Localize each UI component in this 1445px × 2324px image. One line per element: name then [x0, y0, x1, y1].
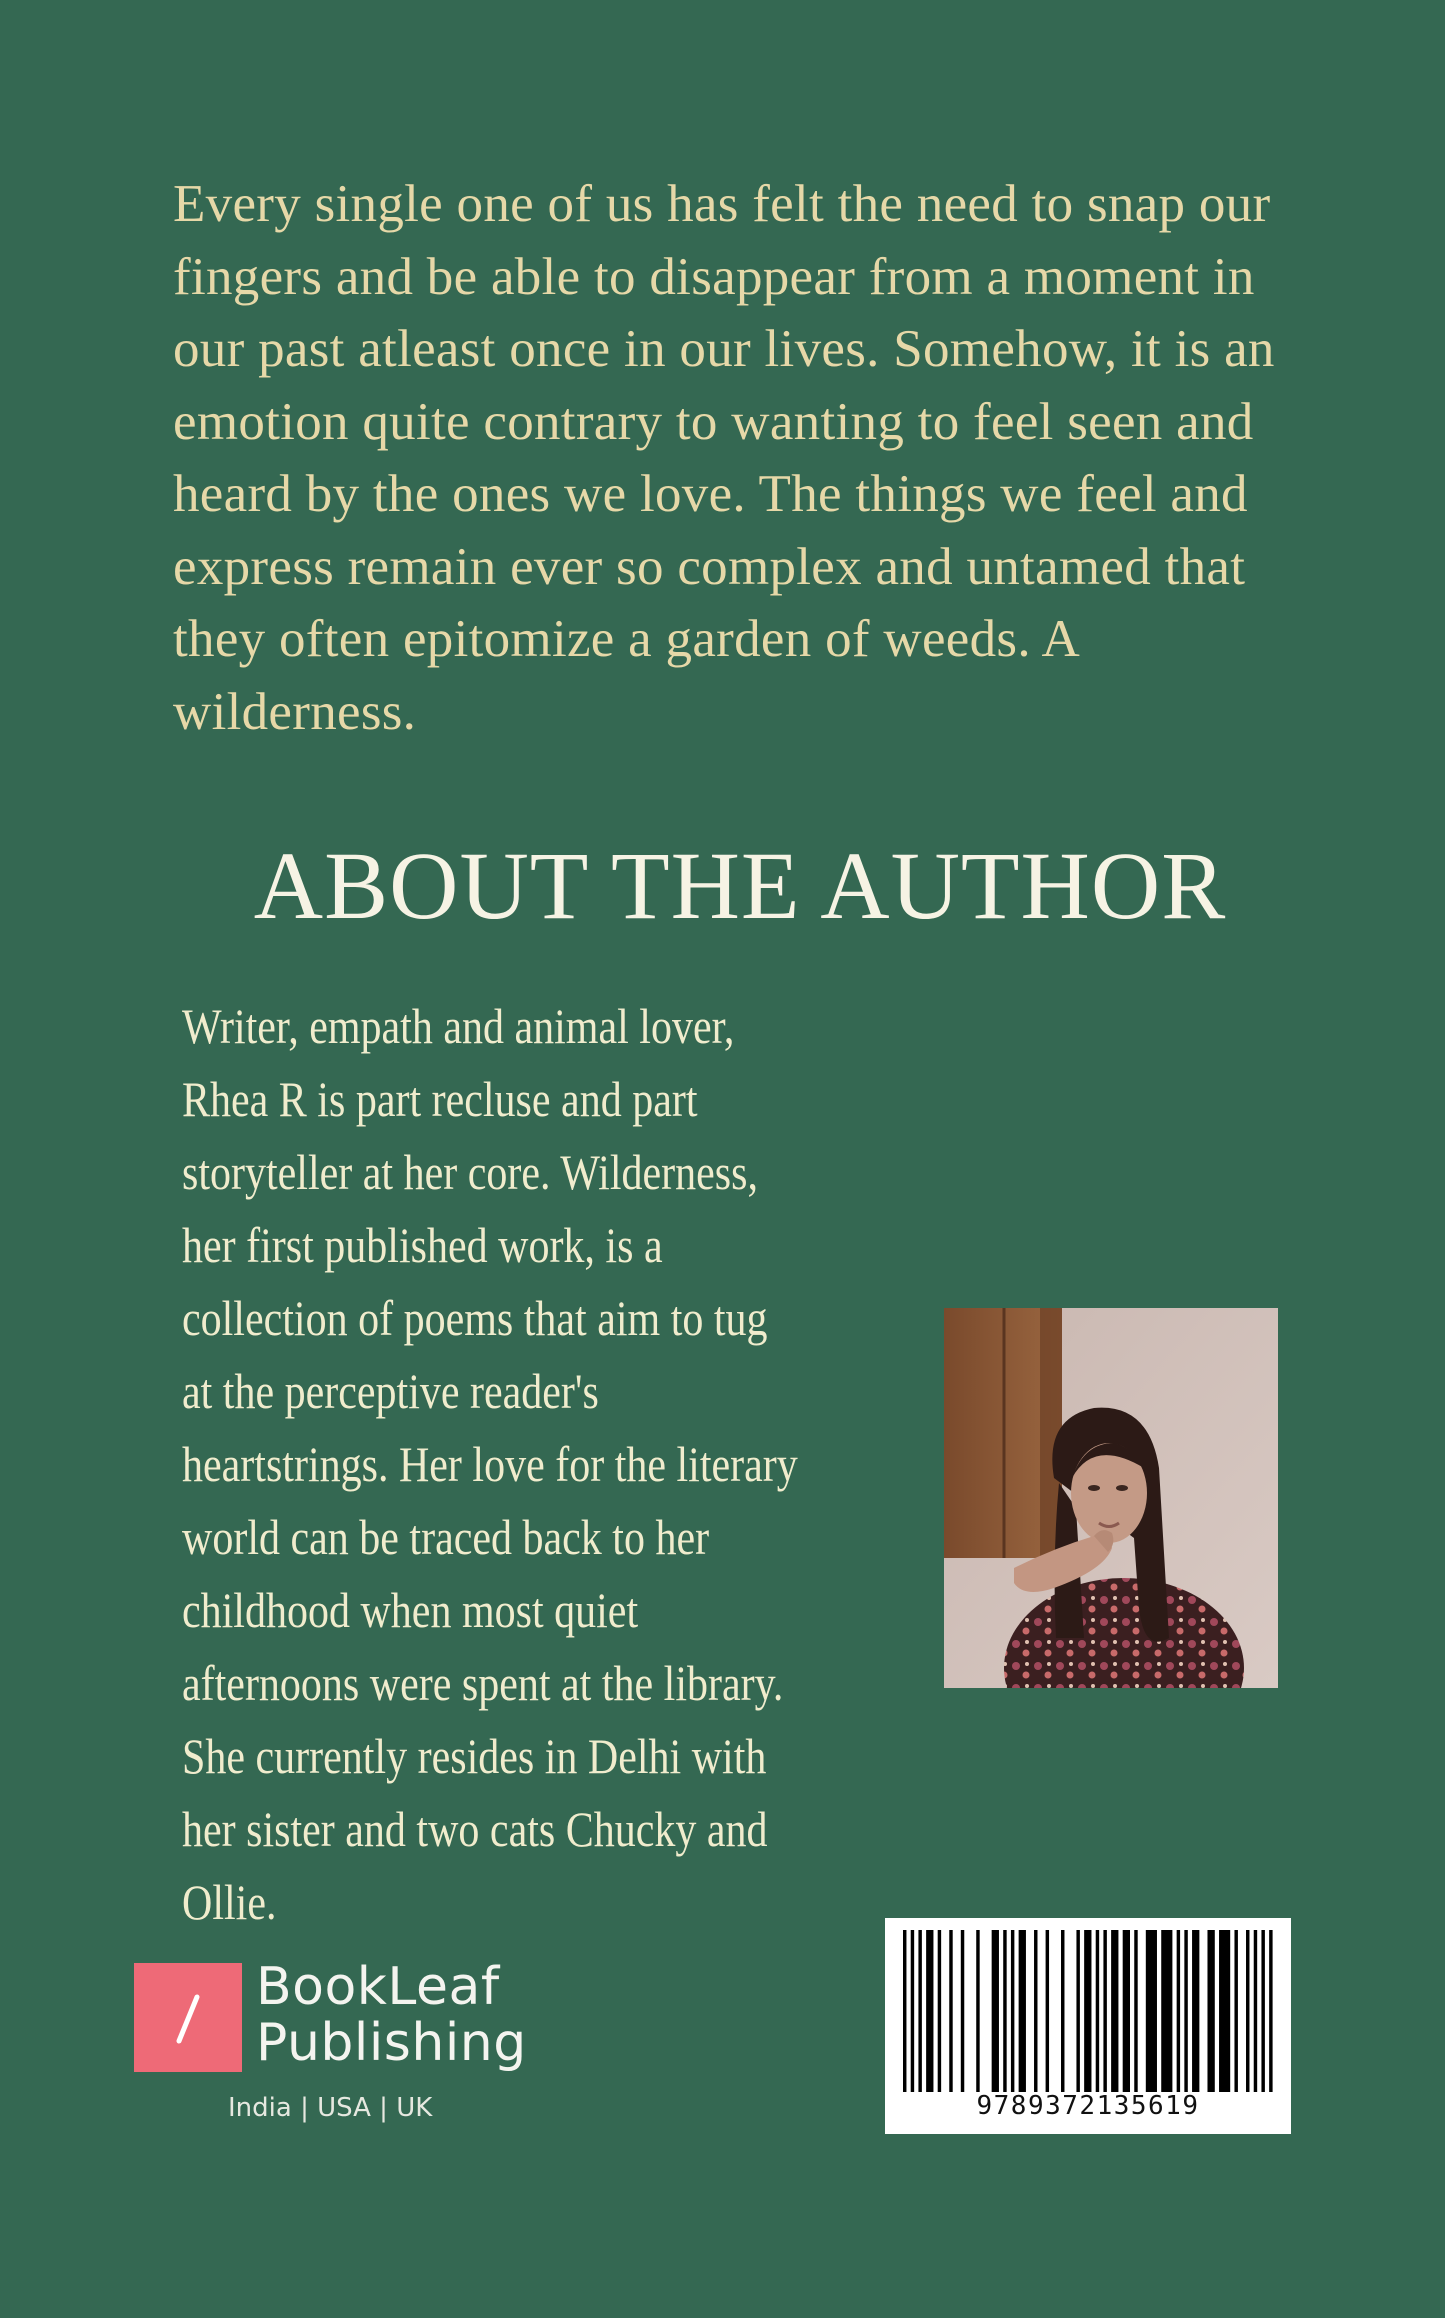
bookleaf-logo-icon [134, 1963, 242, 2072]
author-bio-line: afternoons were spent at the library. [182, 1655, 784, 1711]
author-bio-line: her first published work, is a [182, 1217, 663, 1273]
author-photo [944, 1308, 1278, 1688]
isbn-barcode [885, 1918, 1291, 2134]
publisher-name-line2: Publishing [256, 2013, 527, 2073]
author-bio-line: her sister and two cats Chucky and [182, 1801, 768, 1857]
author-bio-line: Writer, empath and animal lover, [182, 998, 735, 1054]
author-bio-line: world can be traced back to her [182, 1509, 710, 1565]
author-bio-line: at the perceptive reader's [182, 1363, 599, 1419]
isbn-number: 9789372135619 [976, 2091, 1200, 2121]
author-bio-line: storyteller at her core. Wilderness, [182, 1144, 758, 1200]
publisher-name [256, 1959, 527, 2071]
publisher-name-line1: BookLeaf [256, 1957, 500, 2017]
publisher-regions: India | USA | UK [228, 2093, 433, 2123]
author-bio-line: She currently resides in Delhi with [182, 1728, 767, 1784]
blurb-text: Every single one of us has felt the need to snap our fingers and be able to disappear from a moment in our past atleast once in our lives. Somehow, it is an emotion quite contrary to wanting to feel seen and heard by the ones we love. The things we feel and express remain ever so complex and untamed that they often epitomize a garden of weeds. A wilderness. [173, 175, 1275, 741]
author-bio-line: childhood when most quiet [182, 1582, 639, 1638]
author-bio [182, 990, 820, 1939]
author-bio-line: Rhea R is part recluse and part [182, 1071, 698, 1127]
about-author-heading: ABOUT THE AUTHOR [253, 832, 1227, 939]
author-bio-line: Ollie. [182, 1874, 277, 1930]
author-bio-line: collection of poems that aim to tug [182, 1290, 768, 1346]
author-bio-line: heartstrings. Her love for the literary [182, 1436, 798, 1492]
publisher-logo [134, 1957, 554, 2133]
